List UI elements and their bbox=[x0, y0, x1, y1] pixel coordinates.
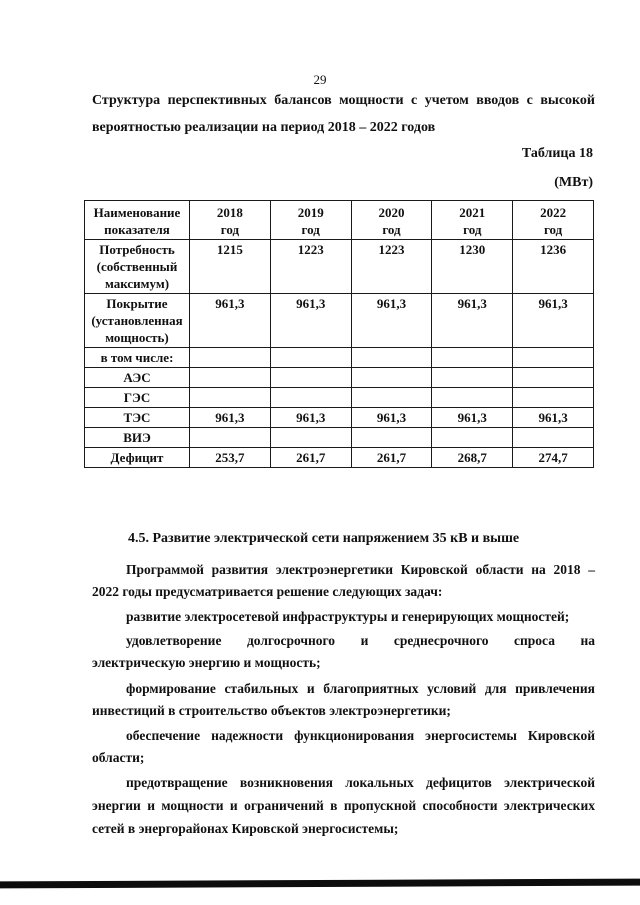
page-number: 29 bbox=[313, 72, 327, 87]
table-row-thermal bbox=[85, 408, 594, 428]
table-cell: 961,3 bbox=[432, 408, 513, 428]
table-cell bbox=[513, 368, 594, 388]
paragraph-line: сетей в энергорайонах Кировской энергосистемы; bbox=[92, 821, 399, 836]
cell-value: 961,3 bbox=[376, 296, 407, 311]
table-cell bbox=[513, 428, 594, 448]
table-cell bbox=[270, 428, 351, 448]
table-row-hydro bbox=[85, 388, 594, 408]
table-cell bbox=[270, 368, 351, 388]
paragraph-line: развитие электросетевой инфраструктуры и генерирующих мощностей; bbox=[126, 609, 570, 624]
table-cell bbox=[351, 240, 432, 294]
paragraph-line: электрическую энергию и мощность; bbox=[92, 655, 321, 670]
table-cell: 253,7 bbox=[190, 448, 271, 468]
cell-value: 961,3 bbox=[538, 296, 568, 311]
table-cell: 268,7 bbox=[432, 448, 513, 468]
row-label-line: мощность) bbox=[105, 330, 169, 345]
paragraph-line: области; bbox=[92, 750, 145, 765]
table-title-line-2: вероятностью реализации на период 2018 – 2022 годов bbox=[92, 120, 436, 135]
table-row-coverage bbox=[85, 294, 594, 348]
table-cell bbox=[513, 240, 594, 294]
table-cell bbox=[513, 294, 594, 348]
scan-bottom-edge bbox=[0, 879, 640, 889]
cell-value: 1236 bbox=[540, 242, 567, 257]
header-name-line: Наименование bbox=[93, 205, 181, 220]
table-cell bbox=[351, 348, 432, 368]
table-row-including bbox=[85, 348, 594, 368]
row-label-line: Покрытие bbox=[106, 296, 168, 311]
table-cell bbox=[351, 388, 432, 408]
paragraph-line: энергии и мощности и ограничений в пропускной способности электрических bbox=[92, 798, 595, 813]
table-cell: 274,7 bbox=[513, 448, 594, 468]
table-row-nuclear bbox=[85, 368, 594, 388]
paragraph-line: инвестиций в строительство объектов электроэнергетики; bbox=[92, 703, 451, 718]
table-caption: Таблица 18 bbox=[521, 146, 593, 161]
table-row-demand bbox=[85, 240, 594, 294]
row-label: ТЭС bbox=[85, 408, 190, 428]
table-cell bbox=[270, 240, 351, 294]
header-year: 2020 bbox=[378, 205, 405, 220]
table-cell bbox=[190, 294, 271, 348]
table-cell bbox=[270, 294, 351, 348]
header-year-cell bbox=[432, 201, 513, 240]
header-year: 2021 bbox=[459, 205, 486, 220]
header-year: 2018 bbox=[216, 205, 243, 220]
paragraph-line: удовлетворение долгосрочного и среднесрочного спроса на bbox=[126, 633, 595, 648]
row-label: ВИЭ bbox=[85, 428, 190, 448]
paragraph-line: Программой развития электроэнергетики Кировской области на 2018 – bbox=[126, 562, 595, 577]
table-cell bbox=[432, 294, 513, 348]
row-label-line: максимум) bbox=[104, 276, 170, 291]
table-cell: 261,7 bbox=[270, 448, 351, 468]
table-cell bbox=[351, 428, 432, 448]
table-cell bbox=[190, 388, 271, 408]
table-cell bbox=[190, 368, 271, 388]
header-year-cell bbox=[190, 201, 271, 240]
table-cell: 961,3 bbox=[513, 408, 594, 428]
cell-value: 961,3 bbox=[457, 296, 487, 311]
header-year-cell bbox=[513, 201, 594, 240]
table-cell: 961,3 bbox=[190, 408, 271, 428]
row-label-line: Потребность bbox=[99, 242, 175, 257]
row-label: ГЭС bbox=[85, 388, 190, 408]
power-balance-table bbox=[84, 200, 594, 468]
header-year-suffix: год bbox=[543, 222, 563, 237]
cell-value: 1223 bbox=[297, 242, 324, 257]
table-cell bbox=[432, 368, 513, 388]
table-cell: 261,7 bbox=[351, 448, 432, 468]
table-cell: 961,3 bbox=[270, 408, 351, 428]
table-cell bbox=[513, 348, 594, 368]
table-header-row bbox=[85, 201, 594, 240]
row-label: Дефицит bbox=[85, 448, 190, 468]
cell-value: 1223 bbox=[378, 242, 405, 257]
header-year-cell bbox=[351, 201, 432, 240]
table-cell bbox=[190, 428, 271, 448]
row-label: в том числе: bbox=[85, 348, 190, 368]
header-name-line: показателя bbox=[104, 222, 170, 237]
header-year-suffix: год bbox=[301, 222, 320, 237]
cell-value: 961,3 bbox=[215, 296, 245, 311]
table-row-deficit bbox=[85, 448, 594, 468]
table-cell bbox=[432, 388, 513, 408]
table-cell bbox=[351, 368, 432, 388]
header-year: 2019 bbox=[297, 205, 324, 220]
table-cell bbox=[513, 388, 594, 408]
paragraph-line: формирование стабильных и благоприятных условий для привлечения bbox=[126, 681, 595, 696]
cell-value: 961,3 bbox=[296, 296, 326, 311]
cell-value: 1215 bbox=[216, 242, 243, 257]
row-label bbox=[85, 294, 190, 348]
header-year-suffix: год bbox=[463, 222, 482, 237]
header-year-cell bbox=[270, 201, 351, 240]
paragraph-line: обеспечение надежности функционирования энергосистемы Кировской bbox=[126, 728, 595, 743]
table-cell bbox=[190, 348, 271, 368]
paragraph-line: 2022 годы предусматривается решение следующих задач: bbox=[92, 584, 443, 599]
table-cell: 961,3 bbox=[351, 408, 432, 428]
unit-label: (МВт) bbox=[554, 175, 593, 190]
header-year-suffix: год bbox=[220, 222, 240, 237]
table-cell bbox=[270, 348, 351, 368]
table-title-line-1: Структура перспективных балансов мощности с учетом вводов с высокой bbox=[92, 93, 595, 108]
row-label: АЭС bbox=[85, 368, 190, 388]
row-label-line: (установленная bbox=[91, 313, 183, 328]
table-cell bbox=[432, 348, 513, 368]
header-year-suffix: год bbox=[382, 222, 401, 237]
table-cell bbox=[270, 388, 351, 408]
table-row-renewable bbox=[85, 428, 594, 448]
table-cell bbox=[432, 428, 513, 448]
table-cell bbox=[351, 294, 432, 348]
header-name-cell bbox=[85, 201, 190, 240]
section-heading: 4.5. Развитие электрической сети напряжением 35 кВ и выше bbox=[128, 531, 520, 546]
cell-value: 1230 bbox=[459, 242, 486, 257]
row-label-line: (собственный bbox=[96, 259, 178, 274]
header-year: 2022 bbox=[540, 205, 567, 220]
paragraph-line: предотвращение возникновения локальных дефицитов электрической bbox=[126, 775, 595, 790]
table-cell bbox=[432, 240, 513, 294]
row-label bbox=[85, 240, 190, 294]
table-cell bbox=[190, 240, 271, 294]
